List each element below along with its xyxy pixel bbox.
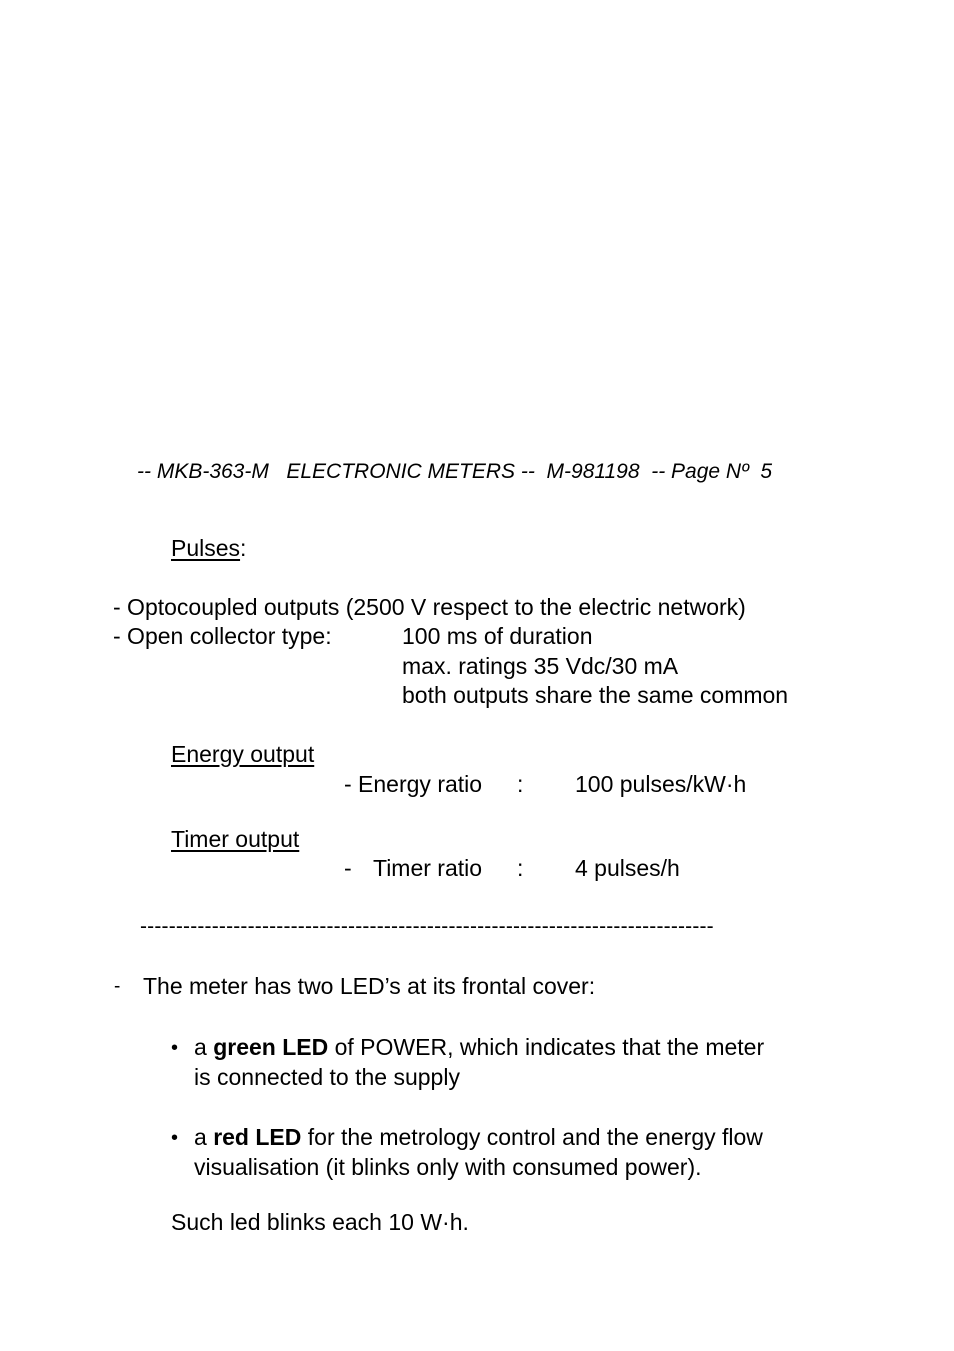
bullet-red-led-line2: visualisation (it blinks only with consumed power). — [194, 1154, 702, 1180]
energy-ratio-value: 100 pulses/kW·h — [575, 771, 747, 797]
open-collector-value-2: max. ratings 35 Vdc/30 mA — [402, 653, 679, 679]
optocoupled-line: - Optocoupled outputs (2500 V respect to the electric network) — [113, 594, 746, 620]
open-collector-value-1: 100 ms of duration — [402, 623, 593, 649]
energy-ratio-label: - Energy ratio — [344, 771, 483, 797]
bullet-red-led-line1 — [194, 1126, 763, 1149]
page-header: -- MKB-363-M ELECTRONIC METERS -- M-981198 -- Page Nº 5 — [137, 460, 773, 483]
bullet-red-prefix: a — [194, 1124, 214, 1150]
timer-ratio-colon: : — [517, 855, 524, 881]
leds-intro-dash: - — [114, 976, 121, 997]
open-collector-label: - Open collector type: — [113, 623, 332, 649]
pulses-heading-colon: : — [240, 535, 247, 561]
bullet-green-rest: of POWER, which indicates that the meter — [328, 1034, 765, 1060]
bullet-dot-icon: • — [171, 1037, 179, 1059]
timer-output-heading: Timer output — [171, 826, 300, 852]
green-led-term: green LED — [213, 1034, 329, 1060]
timer-ratio-dash: - — [344, 855, 352, 881]
bullet-red-rest: for the metrology control and the energy flow — [301, 1124, 763, 1150]
timer-ratio-value: 4 pulses/h — [575, 855, 680, 881]
bullet-green-led-line1 — [194, 1036, 764, 1059]
timer-ratio-label: Timer ratio — [373, 855, 483, 881]
pulses-heading-line — [171, 537, 246, 560]
pulses-heading: Pulses — [171, 535, 241, 561]
leds-intro: The meter has two LED’s at its frontal cover: — [143, 973, 596, 999]
bullet-green-prefix: a — [194, 1034, 214, 1060]
separator-line: -------------------------------------------------------------------------------- — [140, 915, 714, 938]
open-collector-value-3: both outputs share the same common — [402, 682, 789, 708]
bullet-green-led-line2: is connected to the supply — [194, 1064, 460, 1090]
energy-ratio-colon: : — [517, 771, 524, 797]
energy-output-heading: Energy output — [171, 741, 315, 767]
bullet-dot-icon: • — [171, 1127, 179, 1149]
red-led-term: red LED — [213, 1124, 302, 1150]
led-blink-note: Such led blinks each 10 W·h. — [171, 1209, 469, 1235]
